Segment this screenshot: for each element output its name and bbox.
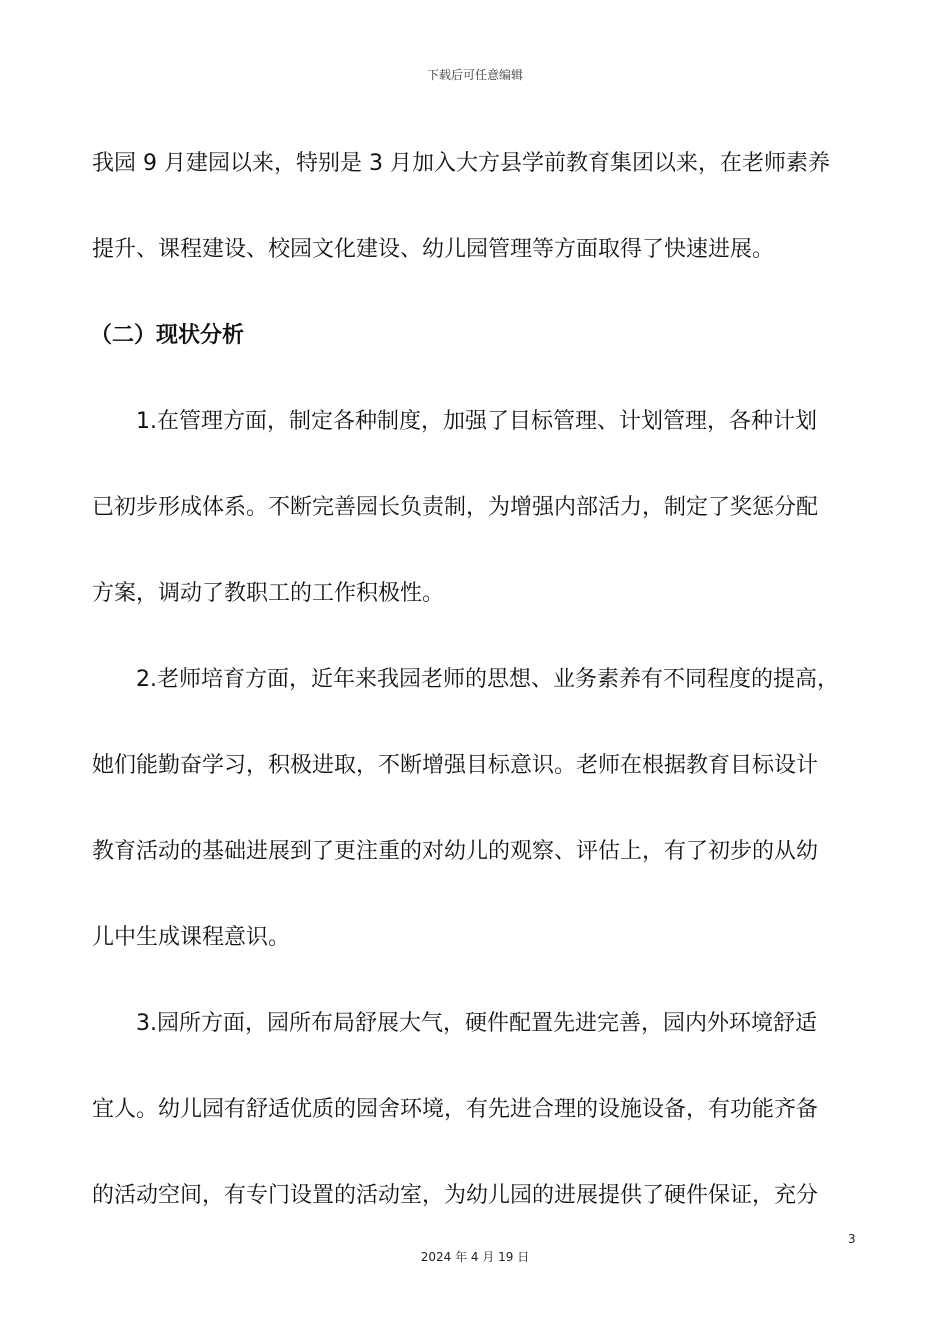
paragraph-line: 提升、课程建设、校园文化建设、幼儿园管理等方面取得了快速进展。	[92, 237, 775, 262]
paragraph-line: 3.园所方面，园所布局舒展大气，硬件配置先进完善，园内外环境舒适	[136, 1011, 817, 1036]
paragraph-line: 的活动空间，有专门设置的活动室，为幼儿园的进展提供了硬件保证，充分	[92, 1183, 819, 1208]
page-number: 3	[848, 1232, 856, 1246]
paragraph-line: 儿中生成课程意识。	[92, 925, 291, 950]
paragraph-line: 2.老师培育方面，近年来我园老师的思想、业务素养有不同程度的提高，	[136, 667, 839, 692]
document-body	[92, 144, 864, 1262]
section-heading: （二）现状分析	[90, 323, 245, 348]
paragraph-line: 她们能勤奋学习，积极进取，不断增强目标意识。老师在根据教育目标设计	[92, 753, 819, 778]
page-header: 下载后可任意编辑	[426, 68, 523, 82]
paragraph-line: 方案，调动了教职工的工作积极性。	[92, 581, 445, 606]
paragraph-line: 已初步形成体系。不断完善园长负责制，为增强内部活力，制定了奖惩分配	[92, 495, 819, 520]
paragraph-line: 我园 9 月建园以来，特别是 3 月加入大方县学前教育集团以来，在老师素养	[92, 151, 830, 176]
footer-date: 2024 年 4 月 19 日	[420, 1250, 530, 1264]
paragraph-line: 1.在管理方面，制定各种制度，加强了目标管理、计划管理，各种计划	[136, 409, 817, 434]
paragraph-line: 教育活动的基础进展到了更注重的对幼儿的观察、评估上，有了初步的从幼	[92, 839, 819, 864]
paragraph-line: 宜人。幼儿园有舒适优质的园舍环境，有先进合理的设施设备，有功能齐备	[92, 1097, 819, 1122]
